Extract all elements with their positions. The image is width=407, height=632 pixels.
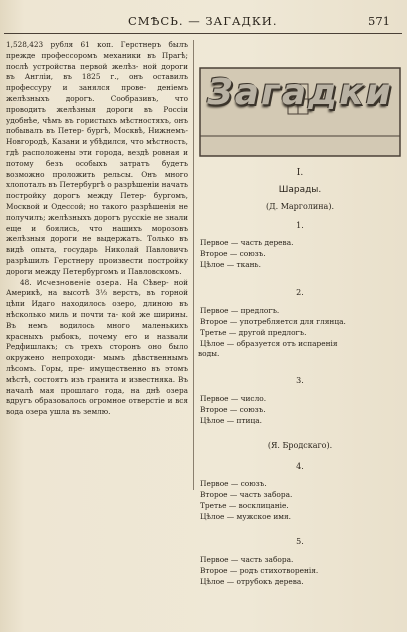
- riddle-line: Цѣлое — ткань.: [200, 260, 261, 269]
- text-line: Казани и убѣдился, что мѣстность, гдѣ: [6, 137, 188, 157]
- riddle-number: 2.: [296, 288, 304, 297]
- riddle-line: Первое — часть дерева.: [200, 238, 294, 247]
- section-title-lake: Исчезновеніе озера.: [36, 277, 122, 287]
- text-line: Россіи удобнѣе, чѣмъ въ гористыхъ: [6, 104, 188, 125]
- riddle-number: 5.: [296, 537, 304, 546]
- text-line: имущественно въ этомъ мѣстѣ, состоятъ: [6, 363, 188, 384]
- author-credit: (Д. Марголина).: [266, 202, 334, 211]
- text-line: маленькихъ красныхъ рыбокъ, почему: [6, 320, 188, 341]
- riddles-banner: [198, 66, 402, 158]
- riddle-line: Цѣлое — мужское имя.: [200, 512, 292, 521]
- item-number: 48.: [20, 277, 32, 287]
- text-line: хлопоталъ въ Петербургѣ о разрѣшеніи: [6, 180, 160, 190]
- header-title: СМѢСЬ. — ЗАГАДКИ.: [128, 14, 278, 28]
- text-line: оставилъ профессуру и занялся прове-: [6, 72, 188, 93]
- riddle-line: Третье — другой предлогъ.: [200, 328, 307, 337]
- text-line: бургомъ, Москвой и Одессой; но такого: [6, 191, 188, 211]
- text-line: деніемъ желѣзныхъ дорогъ. Сообразивъ,: [6, 83, 188, 103]
- column-divider: [193, 40, 194, 490]
- text-line: въ горной цѣпи Идаго находилось озеро,: [6, 288, 189, 309]
- text-line: дорогъ русскіе не знали еще и боялись,: [6, 212, 188, 233]
- section-number: I.: [296, 168, 304, 178]
- riddle-line: воды.: [198, 349, 220, 358]
- text-line: что проводить желѣзныя дороги въ: [6, 93, 188, 114]
- text-line: мѣстностяхъ, онъ побывалъ въ Петер-: [6, 115, 189, 136]
- text-line: что нашихъ морозовъ желѣзныя дороги: [6, 223, 188, 244]
- author-credit: (Я. Бродскаго).: [267, 441, 333, 450]
- section-title: Шарады.: [278, 185, 322, 195]
- riddle-line: Цѣлое — птица.: [200, 416, 262, 425]
- text-line: бургѣ, Москвѣ, Нижнемъ-Новгородѣ,: [6, 126, 188, 147]
- text-line: расположены эти города, вездѣ ровная: [22, 147, 180, 157]
- text-line: образовалось огромное отверстіе и вся: [34, 396, 188, 406]
- riddle-number: 3.: [296, 376, 304, 385]
- text-line: ной Америкѣ, на высотѣ 3⅓ верстъ,: [6, 277, 188, 298]
- page-number: 571: [368, 14, 390, 28]
- text-line: мымъ дѣвственнымъ лѣсомъ. Горы, пре-: [6, 353, 188, 373]
- text-line: и потому безъ особыхъ затратъ будетъ: [6, 147, 189, 168]
- text-line: 1,528,423 рубля 61 коп. Герстнеръ: [6, 40, 162, 49]
- paragraph-lake: [6, 278, 188, 418]
- riddle-line: Первое — предлогъ.: [200, 306, 280, 315]
- text-line: сторонъ оно было окружено непроходи-: [6, 342, 188, 363]
- text-line: Прагѣ; послѣ устройства первой желѣз-: [6, 50, 188, 71]
- text-line: На Сѣвер-: [121, 277, 169, 287]
- text-line: начать постройку дорогъ между Петер-: [6, 180, 188, 201]
- text-line: ной дороги въ Англіи, въ 1825 г., онъ: [6, 61, 189, 82]
- riddle-line: Первое — число.: [200, 394, 267, 403]
- paragraph-railways: [6, 40, 188, 278]
- riddle-line: Второе — употребляется для глянца.: [200, 317, 346, 326]
- text-line: разрѣшенія не получилъ; желѣзныхъ: [6, 201, 188, 222]
- riddle-line: Второе — часть забора.: [200, 490, 293, 499]
- text-line: возможно проложить рельсы. Онъ много: [6, 169, 188, 179]
- riddle-line: Первое — союзъ.: [200, 479, 267, 488]
- text-line: изъ гранита и известняка. Въ началѣ: [6, 374, 188, 395]
- text-line: мая прошлаго года, на днѣ озера вдругъ: [6, 385, 188, 406]
- text-line: государь Николай Павловичъ разрѣшилъ: [6, 245, 188, 265]
- text-line: между Петербургомъ и Павловскомъ.: [34, 266, 182, 276]
- text-line: его и назвали Редфишлакъ; съ трехъ: [6, 331, 188, 352]
- left-column: [6, 40, 188, 418]
- riddle-line: Второе — союзъ.: [200, 249, 266, 258]
- text-line: вода озера ушла въ землю.: [6, 407, 111, 417]
- text-line: былъ прежде профессоромъ механики въ: [6, 40, 188, 60]
- header-rule: [4, 33, 402, 34]
- riddle-line: Второе — родъ стихотворенія.: [200, 566, 319, 575]
- riddle-number: 1.: [296, 221, 304, 230]
- banner-title: Загадки: [207, 72, 393, 113]
- riddle-line: Цѣлое — отрубокъ дерева.: [200, 577, 304, 586]
- riddle-line: Цѣлое — образуется отъ испаренія: [200, 339, 338, 348]
- text-line: Герстнеру произвести постройку дороги: [6, 255, 188, 276]
- running-header: [0, 14, 407, 30]
- riddle-line: Первое — часть забора.: [200, 555, 294, 564]
- text-line: кой же ширины. Въ немъ водилось много: [6, 309, 188, 330]
- riddle-line: Третье — восклицаніе.: [200, 501, 289, 510]
- text-line: длиною въ нѣсколько миль и почти та-: [6, 299, 188, 319]
- riddle-number: 4.: [296, 462, 304, 471]
- riddle-line: Второе — союзъ.: [200, 405, 266, 414]
- text-line: не выдержатъ. Только въ видѣ опыта,: [6, 234, 188, 255]
